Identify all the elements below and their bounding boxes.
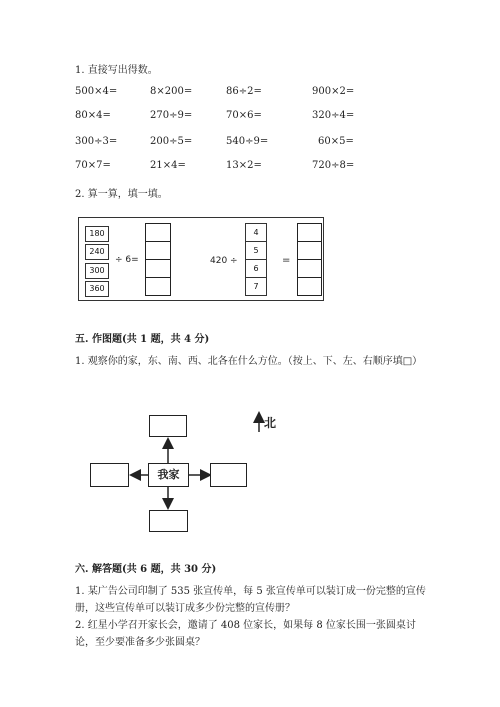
section-6-question-1: 1. 某广告公司印制了 535 张宣传单，每 5 张宣传单可以装订成一份完整的宣传册，这些宣传单可以装订成多少份完整的宣传册？	[75, 586, 426, 614]
direction-box-bottom[interactable]	[149, 510, 188, 532]
problem-r1-c4: 900×2=	[312, 86, 355, 97]
problem-r1-c2: 8×200=	[150, 86, 193, 97]
left-operator: ÷ 6=	[115, 255, 139, 265]
right-number-1: 4	[245, 223, 267, 242]
question-1-title: 1. 直接写出得数。	[75, 65, 158, 76]
left-number-4: 360	[85, 281, 109, 297]
center-home-label: 我家	[157, 468, 180, 481]
problem-r3-c2: 200÷5=	[150, 136, 193, 147]
section-5-question-1: 1. 观察你的家，东、南、西、北各在什么方位。（按上、下、左、右顺序填□）	[75, 356, 423, 367]
right-number-2: 5	[245, 241, 267, 260]
problem-r4-c1: 70×7=	[75, 160, 111, 171]
problem-r2-c4: 320÷4=	[312, 110, 355, 121]
left-number-3: 300	[85, 263, 109, 279]
problem-r4-c2: 21×4=	[150, 160, 186, 171]
section-6-question-2: 2. 红星小学召开家长会，邀请了 408 位家长，如果每 8 位家长围一张圆桌讨论，至少要准备多少张圆桌？	[75, 620, 416, 648]
problem-r2-c3: 70×6=	[226, 110, 262, 121]
problem-r3-c4: 60×5=	[318, 136, 354, 147]
problem-r3-c1: 300÷3=	[75, 136, 118, 147]
problem-r4-c3: 13×2=	[226, 160, 262, 171]
problem-r4-c4: 720÷8=	[312, 160, 355, 171]
north-label: 北	[264, 416, 277, 430]
problem-r2-c2: 270÷9=	[150, 110, 193, 121]
section-5-heading: 五. 作图题(共 1 题，共 4 分)	[75, 334, 210, 345]
direction-box-right[interactable]	[210, 463, 247, 487]
right-number-4: 7	[245, 277, 267, 296]
question-2-title: 2. 算一算，填一填。	[75, 189, 168, 200]
center-home-box	[148, 463, 189, 487]
section-6-heading: 六. 解答题(共 6 题，共 30 分)	[75, 564, 217, 575]
problem-r1-c1: 500×4=	[75, 86, 118, 97]
problem-r2-c1: 80×4=	[75, 110, 111, 121]
left-number-1: 180	[85, 226, 109, 242]
direction-box-left[interactable]	[90, 463, 129, 487]
problem-r3-c3: 540÷9=	[226, 136, 269, 147]
right-equals: =	[282, 255, 291, 266]
right-prefix: 420 ÷	[210, 256, 238, 266]
problem-r1-c3: 86÷2=	[226, 86, 262, 97]
left-number-2: 240	[85, 244, 109, 260]
right-number-3: 6	[245, 259, 267, 278]
direction-box-top[interactable]	[149, 415, 187, 437]
